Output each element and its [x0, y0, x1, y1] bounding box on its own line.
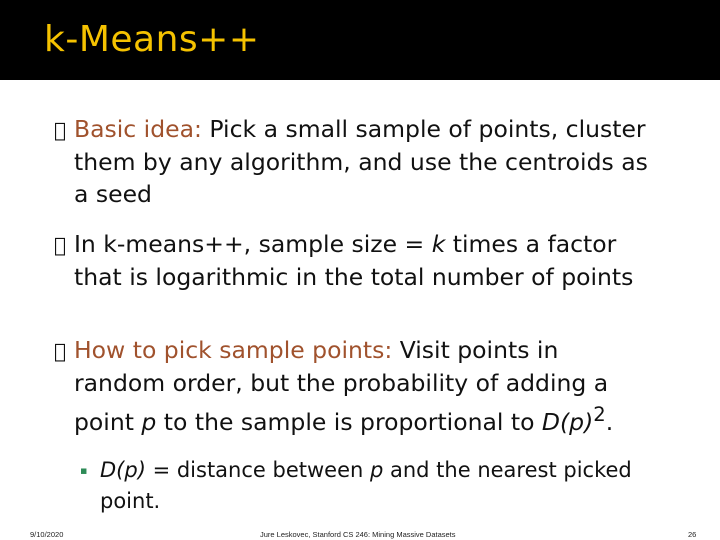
math-superscript: 2: [593, 402, 606, 425]
square-bullet-icon: ▪: [80, 464, 88, 477]
bullet-line: random order, but the probability of adding a: [74, 368, 609, 396]
bullet-line: them by any algorithm, and use the centroids as: [74, 147, 648, 175]
bullet-k-means-plus-plus: [54, 228, 714, 293]
bullet-text: point: [74, 406, 142, 435]
math-variable: p: [369, 458, 384, 482]
bullet-marker-icon: [54, 229, 74, 261]
bullet-line: that is logarithmic in the total number of points: [74, 262, 634, 290]
bullet-line: a seed: [74, 179, 152, 207]
bullet-text: .: [605, 406, 614, 435]
math-variable: p: [141, 406, 157, 435]
bullet-text: In k-means++, sample size =: [74, 230, 432, 258]
math-variable: k: [431, 230, 446, 258]
sub-bullet-text: and the nearest picked: [383, 458, 632, 482]
bullet-how-to-pick: [54, 334, 714, 438]
bullet-basic-idea: [54, 113, 714, 210]
sub-bullet-line: [80, 455, 710, 486]
bullet-line: [54, 228, 714, 261]
bullet-text: times a factor: [445, 230, 617, 258]
bullet-label: How to pick sample points:: [74, 336, 393, 364]
bullet-label: Basic idea:: [74, 115, 202, 143]
bullet-text: Pick a small sample of points, cluster: [201, 115, 646, 143]
bullet-line: [54, 399, 714, 438]
bullet-line: [54, 113, 714, 146]
bullet-line: [54, 334, 714, 367]
sub-bullet-text: = distance between: [145, 458, 370, 482]
sub-bullet-line: point.: [100, 489, 161, 513]
footer-page-number: 26: [688, 530, 697, 539]
sub-bullet-distance: [80, 455, 710, 516]
math-expression: D(p): [541, 406, 594, 435]
bullet-text: to the sample is proportional to: [156, 406, 542, 435]
footer-credit: Jure Leskovec, Stanford CS 246: Mining Massive Datasets: [260, 530, 456, 539]
slide-title: k-Means++: [44, 19, 260, 60]
math-expression: D(p): [100, 458, 146, 482]
footer-date: 9/10/2020: [30, 530, 64, 539]
bullet-marker-icon: [54, 335, 74, 367]
bullet-marker-icon: [54, 114, 74, 146]
bullet-text: Visit points in: [392, 336, 559, 364]
